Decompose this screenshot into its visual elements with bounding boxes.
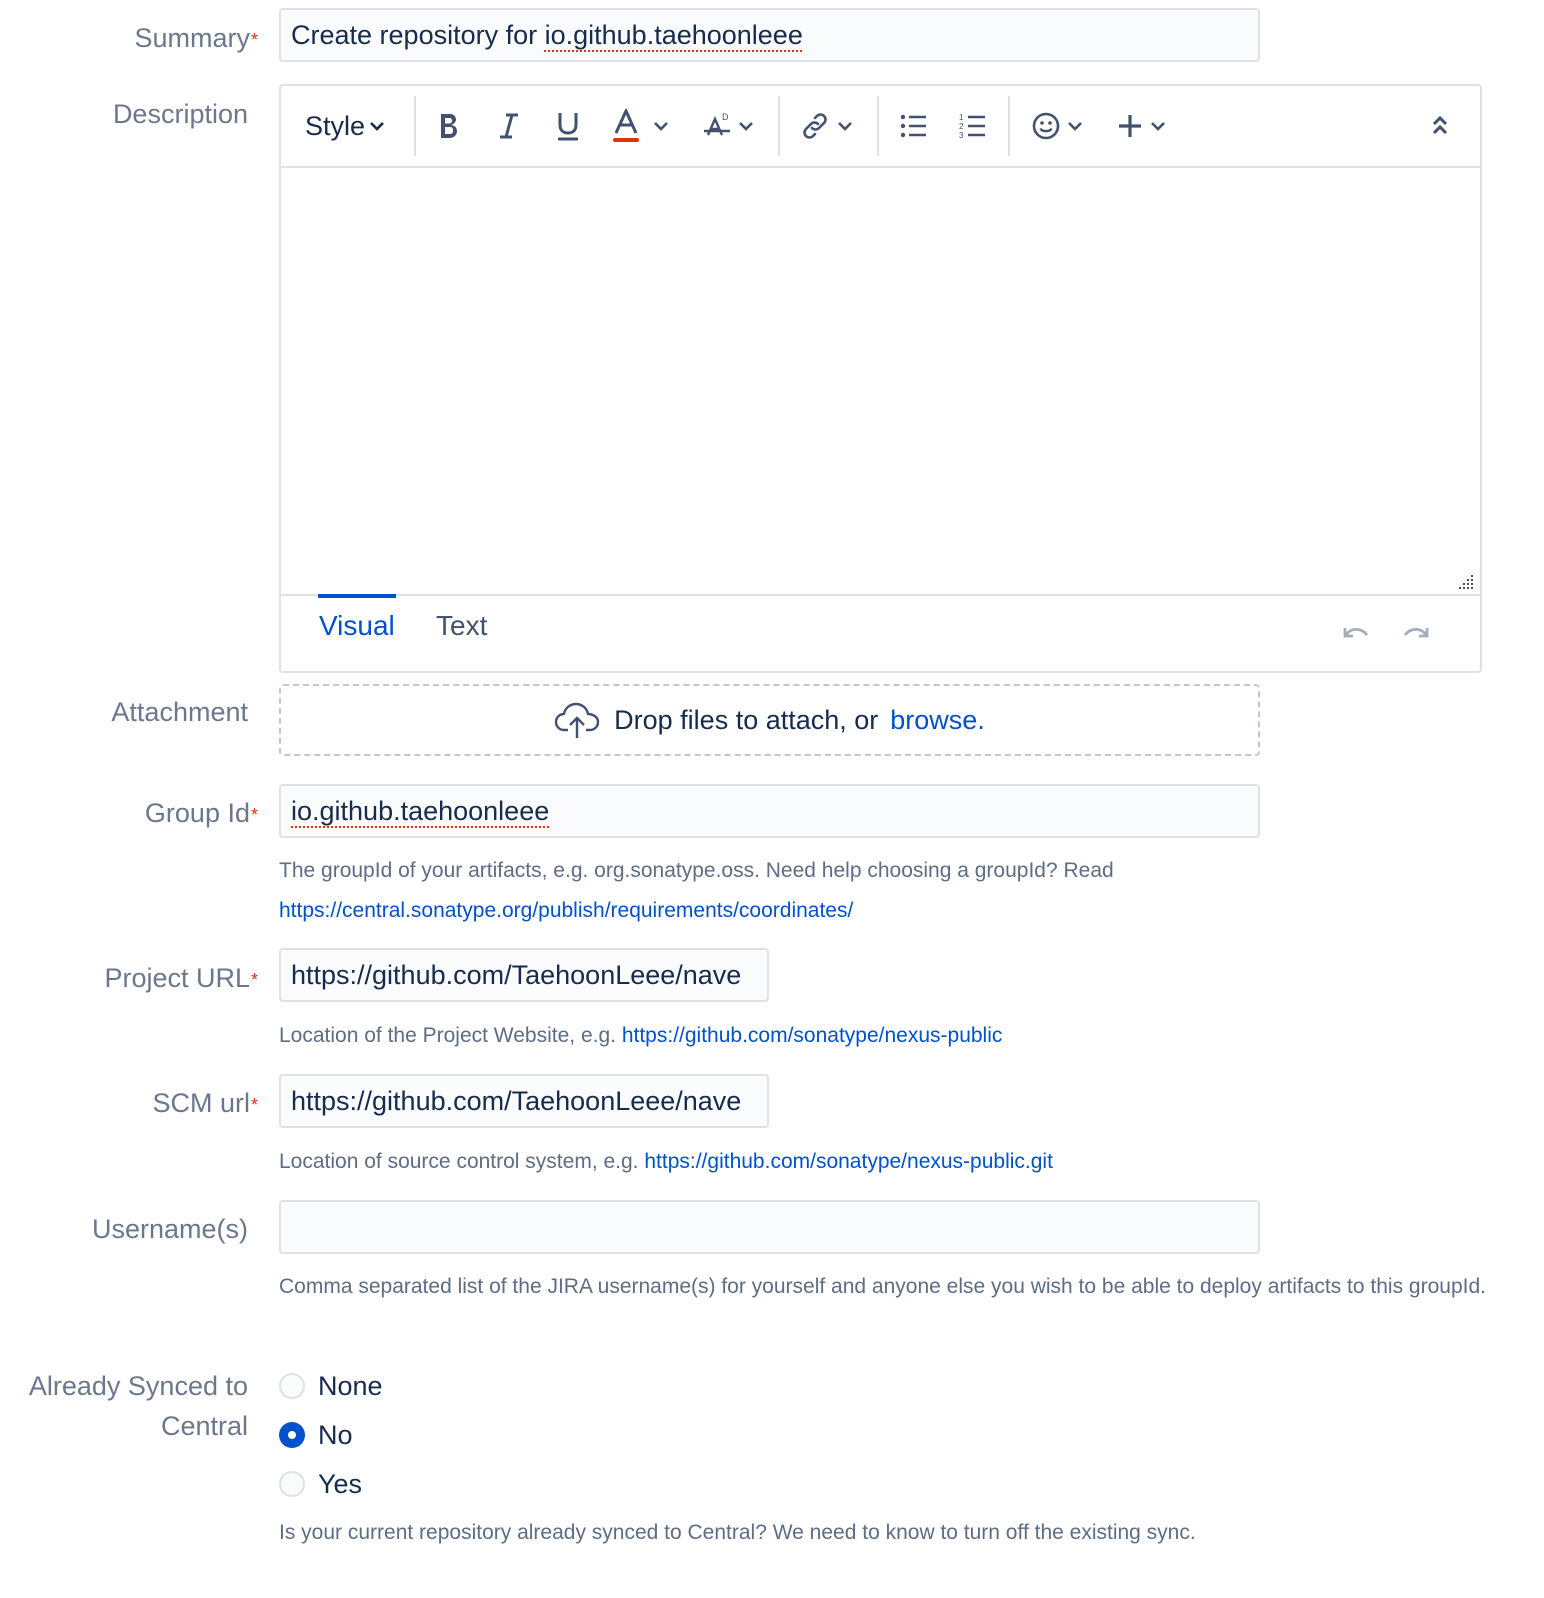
numbered-list-icon xyxy=(959,112,987,140)
svg-text:3: 3 xyxy=(959,131,964,140)
already-synced-label: Already Synced to Central xyxy=(28,1371,248,1441)
scm-url-label: SCM url* xyxy=(152,1088,258,1118)
collapse-toolbar-button[interactable] xyxy=(1431,106,1449,146)
italic-button[interactable] xyxy=(497,106,521,146)
underline-icon xyxy=(554,110,582,142)
project-example-link[interactable]: https://github.com/sonatype/nexus-public xyxy=(621,1024,1003,1047)
description-text-area[interactable] xyxy=(281,168,1480,594)
project-url-label: Project URL* xyxy=(104,963,258,993)
active-tab-indicator xyxy=(318,594,396,598)
radio-button[interactable] xyxy=(279,1373,305,1399)
tab-visual[interactable]: Visual xyxy=(319,610,395,641)
clear-formatting-icon xyxy=(702,111,732,141)
tab-text[interactable]: Text xyxy=(436,610,488,641)
radio-button[interactable] xyxy=(279,1471,305,1497)
bold-button[interactable] xyxy=(436,106,462,146)
browse-link[interactable]: browse. xyxy=(890,704,985,735)
usernames-input[interactable] xyxy=(279,1200,1260,1254)
undo-icon[interactable] xyxy=(1341,622,1371,642)
project-url-help: Location of the Project Website, e.g. https://github.com/sonatype/nexus-public xyxy=(279,1024,1003,1047)
chevron-down-icon xyxy=(1067,120,1083,132)
editor-toolbar xyxy=(281,86,1480,168)
svg-text:2: 2 xyxy=(959,122,964,131)
chevron-down-icon xyxy=(653,120,669,132)
chevron-down-icon xyxy=(369,120,385,132)
editor-mode-tabs xyxy=(281,594,1480,673)
resize-handle-icon[interactable] xyxy=(1456,574,1474,590)
summary-label: Summary* xyxy=(134,23,258,53)
numbered-list-button[interactable] xyxy=(959,106,987,146)
attachment-label: Attachment xyxy=(111,697,248,727)
usernames-label: Username(s) xyxy=(91,1214,248,1244)
group-id-input[interactable]: io.github.taehoonleee xyxy=(279,784,1260,838)
description-editor xyxy=(279,84,1482,673)
required-mark: * xyxy=(250,1095,258,1115)
radio-option-yes[interactable]: Yes xyxy=(279,1464,362,1504)
radio-option-none[interactable]: None xyxy=(279,1366,383,1406)
underline-button[interactable] xyxy=(554,106,582,146)
scm-url-help: Location of source control system, e.g. https://github.com/sonatype/nexus-public.git xyxy=(279,1150,1053,1173)
bold-icon xyxy=(436,111,462,141)
style-dropdown[interactable]: Style xyxy=(305,106,385,146)
emoji-icon xyxy=(1031,111,1061,141)
scm-url-input[interactable]: https://github.com/TaehoonLeee/nave xyxy=(279,1074,769,1128)
collapse-icon xyxy=(1431,114,1449,138)
link-button[interactable] xyxy=(799,106,853,146)
project-url-input[interactable]: https://github.com/TaehoonLeee/nave xyxy=(279,948,769,1002)
coordinates-link[interactable]: https://central.sonatype.org/publish/requirements/coordinates/ xyxy=(279,899,854,922)
svg-text:1: 1 xyxy=(959,113,964,122)
emoji-button[interactable] xyxy=(1031,106,1083,146)
text-color-icon xyxy=(611,109,641,143)
svg-text:D: D xyxy=(722,112,729,122)
cloud-upload-icon xyxy=(554,700,602,740)
chevron-down-icon xyxy=(738,120,754,132)
required-mark: * xyxy=(250,970,258,990)
usernames-help: Comma separated list of the JIRA username(s) for yourself and anyone else you wish to be able to deploy artifacts to this groupId. xyxy=(279,1275,1486,1298)
bullet-list-button[interactable] xyxy=(900,106,928,146)
radio-button-checked[interactable] xyxy=(279,1422,305,1448)
attachment-dropzone[interactable]: Drop files to attach, or browse. xyxy=(279,684,1260,756)
more-formatting-button[interactable] xyxy=(702,106,754,146)
description-label: Description xyxy=(112,99,248,129)
already-synced-help: Is your current repository already synced to Central? We need to know to turn off the existing sync. xyxy=(279,1521,1196,1544)
summary-input[interactable]: Create repository for io.github.taehoonleee xyxy=(279,8,1260,62)
group-id-label: Group Id* xyxy=(144,798,258,828)
bullet-list-icon xyxy=(900,113,928,139)
chevron-down-icon xyxy=(1150,120,1166,132)
scm-example-link[interactable]: https://github.com/sonatype/nexus-public.git xyxy=(644,1150,1053,1173)
required-mark: * xyxy=(250,805,258,825)
text-color-button[interactable] xyxy=(611,106,669,146)
group-id-help: The groupId of your artifacts, e.g. org.sonatype.oss. Need help choosing a groupId? Read https://central.sonatype.org/publish/requirements/coordinates/ xyxy=(279,851,1499,931)
insert-more-button[interactable] xyxy=(1116,106,1166,146)
chevron-down-icon xyxy=(837,120,853,132)
plus-icon xyxy=(1116,112,1144,140)
italic-icon xyxy=(497,111,521,141)
required-mark: * xyxy=(250,30,258,50)
radio-option-no[interactable]: No xyxy=(279,1415,353,1455)
link-icon xyxy=(799,111,831,141)
redo-icon[interactable] xyxy=(1401,622,1431,642)
